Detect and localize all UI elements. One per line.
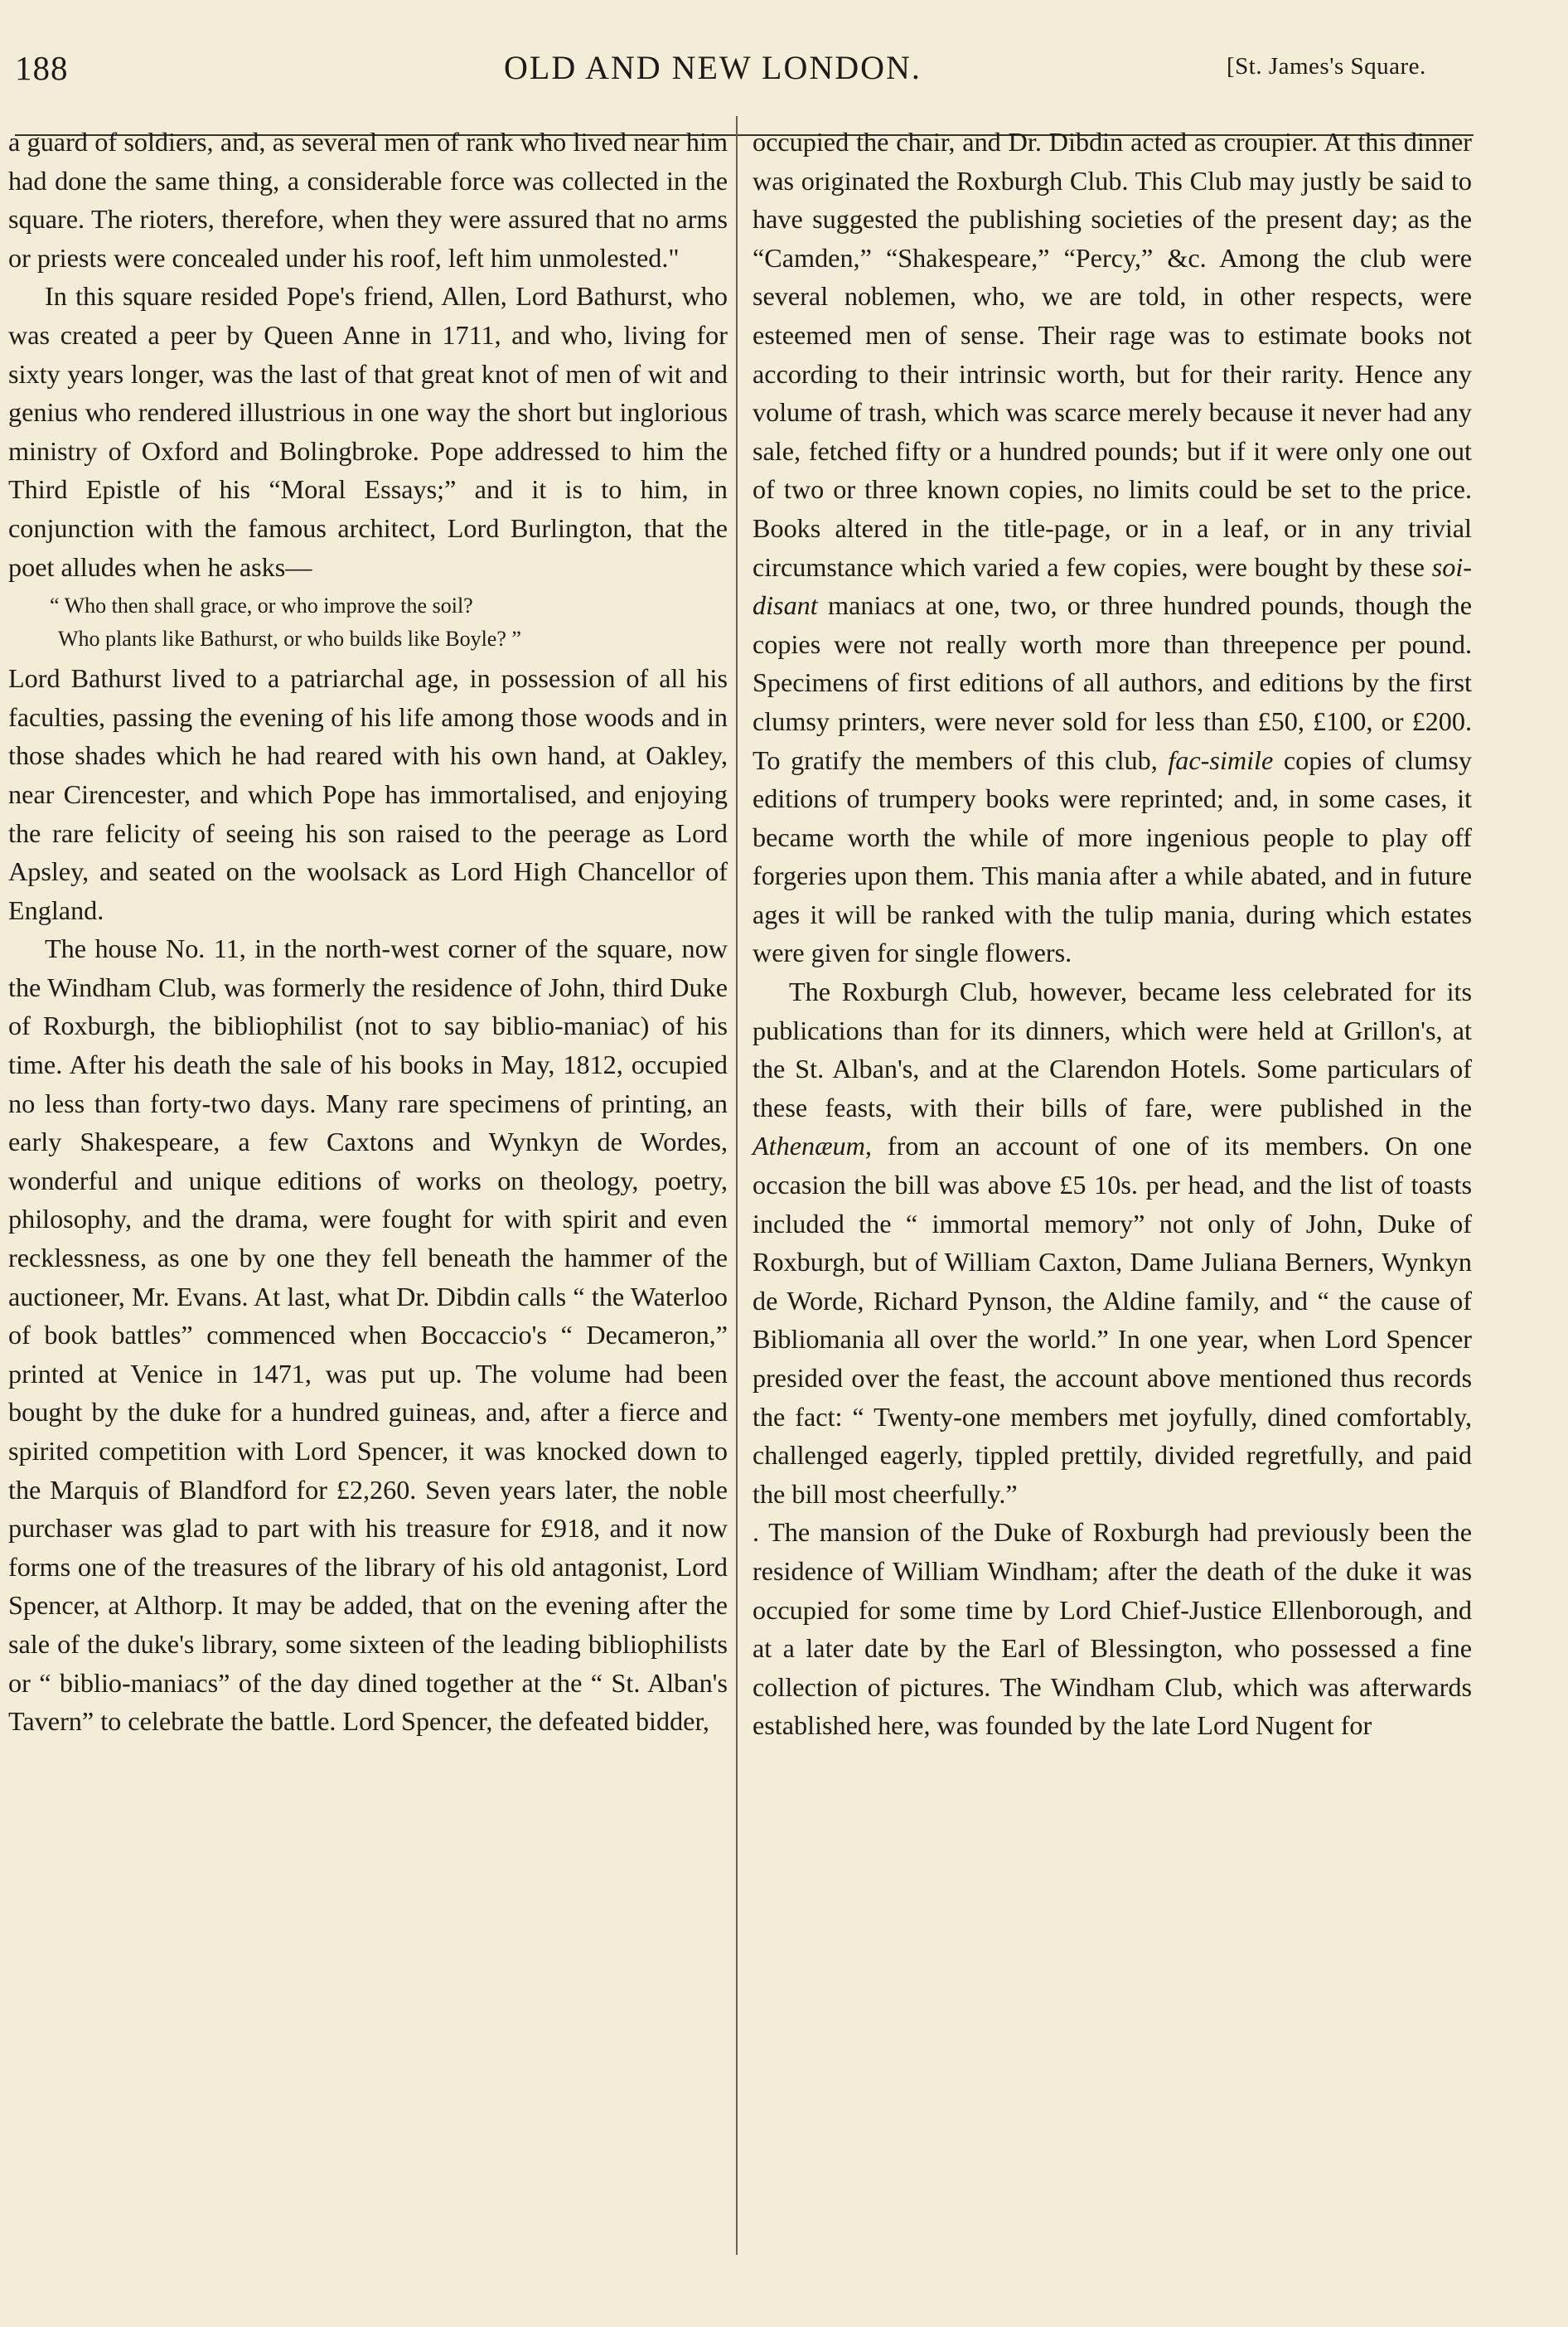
left-paragraph-2: In this square resided Pope's friend, Allen, Lord Bathurst, who was created a peer by Queen Anne in 1711, and who, living for sixty years longer, was the last of that great knot of men of wit and genius who rendered illustrious in one way the short but inglorious ministry of Oxford and Bolingbroke. Pope addressed to him the Third Epistle of his “Moral Essays;” and it is to him, in conjunction with the famous architect, Lord Burlington, that the poet alludes when he asks—	[8, 281, 728, 582]
right-column	[753, 123, 1472, 1745]
left-column	[8, 123, 728, 1741]
left-paragraph-4: The house No. 11, in the north-west corner of the square, now the Windham Club, was formerly the residence of John, third Duke of Roxburgh, the bibliophilist (not to say biblio-maniac) of his time. After his death the sale of his books in May, 1812, occupied no less than forty-two days. Many rare specimens of printing, an early Shakespeare, a few Caxtons and Wynkyn de Wordes, wonderful and unique editions of works on theology, poetry, philosophy, and the drama, were fought for with spirit and even recklessness, as one by one they fell beneath the hammer of the auctioneer, Mr. Evans. At last, what Dr. Dibdin calls “ the Waterloo of book battles” commenced when Boccaccio's “ Decameron,” printed at Venice in 1471, was put up. The volume had been bought by the duke for a hundred guineas, and, after a fierce and spirited competition with Lord Spencer, it was knocked down to the Marquis of Blandford for £2,260. Seven years later, the noble purchaser was glad to part with his treasure for £918, and it now forms one of the treasures of the library of his old antagonist, Lord Spencer, at Althorp. It may be added, that on the evening after the sale of the duke's library, some sixteen of the leading bibliophilists or “ biblio-maniacs” of the day dined together at the “ St. Alban's Tavern” to celebrate the battle. Lord Spencer, the defeated bidder,	[8, 933, 728, 1737]
right-paragraph-1-text-b: maniacs at one, two, or three hundred pounds, though the copies were not really worth more than threepence per pound. Specimens of first editions of all authors, and editions by the first clumsy printers, were never sold for less than £50, £100, or £200. To gratify the members of this club,	[753, 590, 1472, 775]
right-paragraph-2-text-a: The Roxburgh Club, however, became less celebrated for its publications than for its dinners, which were held at Grillon's, at the St. Alban's, and at the Clarendon Hotels. Some particulars of these feasts, with their bills of fare, were published in the	[753, 977, 1472, 1122]
right-paragraph-3: . The mansion of the Duke of Roxburgh had previously been the residence of William Windham; after the death of the duke it was occupied for some time by Lord Chief-Justice Ellenborough, and at a later date by the Earl of Blessington, who possessed a fine collection of pictures. The Windham Club, which was afterwards established here, was founded by the late Lord Nugent for	[753, 1517, 1472, 1741]
italic-soi-disant: soi-disant	[753, 551, 1473, 621]
italic-fac-simile: fac-simile	[1168, 744, 1274, 775]
page-header	[15, 43, 1457, 93]
right-paragraph-1-text-c: copies of clumsy editions of trumpery books were reprinted; and, in some cases, it became worth the while of more ingenious people to play off forgeries upon them. This mania after a while abated, and in future ages it will be ranked with the tulip mania, during which estates were given for single flowers.	[753, 744, 1472, 968]
page-number: 188	[15, 49, 69, 87]
verse-line-2: Who plants like Bathurst, or who builds like Boyle? ”	[58, 627, 521, 652]
verse-quote	[50, 589, 728, 656]
right-paragraph-2	[753, 972, 1472, 1513]
verse-line-1: “ Who then shall grace, or who improve the soil?	[50, 594, 473, 618]
section-title: [St. James's Square.	[1227, 53, 1426, 80]
left-paragraph-1: a guard of soldiers, and, as several men of rank who lived near him had done the same thing, a considerable force was collected in the square. The rioters, therefore, when they were assured that no arms or priests were concealed under his roof, left him unmolested."	[8, 127, 728, 273]
column-divider	[736, 116, 738, 2255]
right-paragraph-1-text-a: occupied the chair, and Dr. Dibdin acted as croupier. At this dinner was originated the Roxburgh Club. This Club may justly be said to have suggested the publishing societies of the present day; as the “Camden,” “Shakespeare,” “Percy,” &c. Among the club were several noblemen, who, we are told, in other respects, were esteemed men of sense. Their rage was to estimate books not according to their intrinsic worth, but for their rarity. Hence any volume of trash, which was scarce merely because it never had any sale, fetched fifty or a hundred pounds; but if it were only one out of two or three known copies, no limits could be set to the price. Books altered in the title-page, or in a leaf, or in any trivial circumstance which varied a few copies, were bought by these	[753, 127, 1472, 582]
right-paragraph-2-text-b: from an account of one of its members. On one occasion the bill was above £5 10s. per head, and the list of toasts included the “ immortal memory” not only of John, Duke of Roxburgh, but of William Caxton, Dame Juliana Berners, Wynkyn de Worde, Richard Pynson, the Aldine family, and “ the cause of Bibliomania all over the world.” In one year, when Lord Spencer presided over the feast, the account above mentioned thus records the fact: “ Twenty-one members met joyfully, dined comfortably, challenged eagerly, tippled prettily, divided regretfully, and paid the bill most cheerfully.”	[753, 1131, 1473, 1509]
left-paragraph-3: Lord Bathurst lived to a patriarchal age, in possession of all his faculties, passing the evening of his life among those woods and in those shades which he had reared with his own hand, at Oakley, near Cirencester, and which Pope has immortalised, and enjoying the rare felicity of seeing his son raised to the peerage as Lord Apsley, and seated on the woolsack as Lord High Chancellor of England.	[8, 663, 728, 925]
right-paragraph-1	[753, 123, 1472, 972]
running-title: OLD AND NEW LONDON.	[504, 49, 922, 86]
italic-athenaeum: Athenæum,	[753, 1131, 872, 1161]
